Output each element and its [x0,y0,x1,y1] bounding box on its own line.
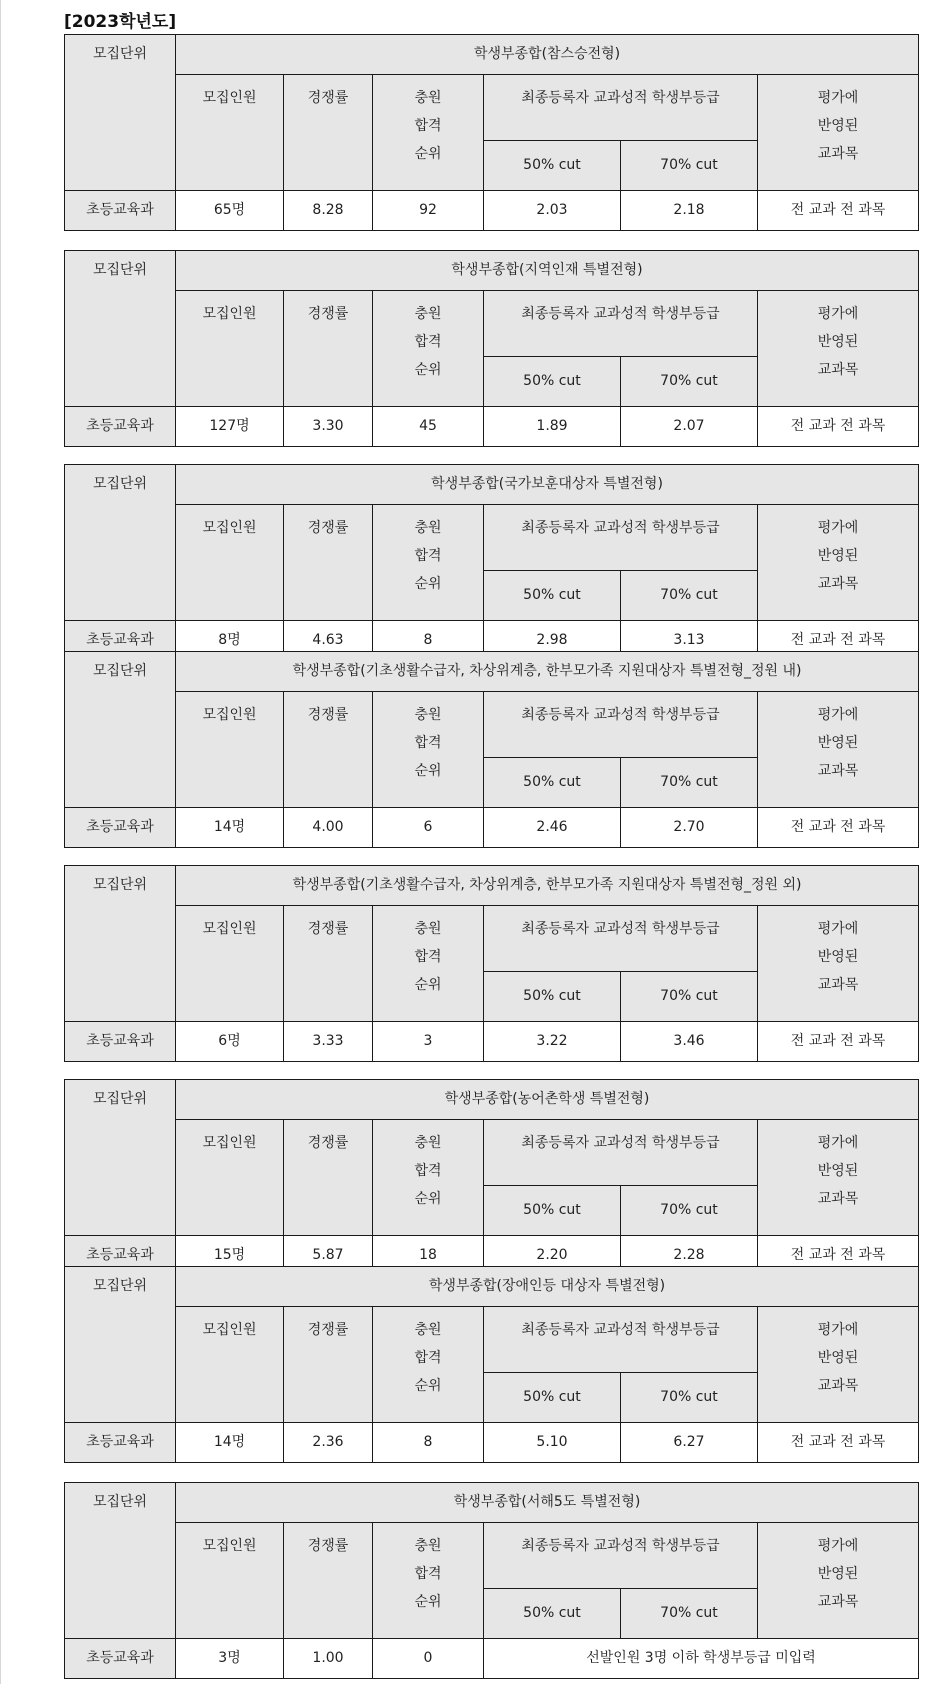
waitlist-rank-header [373,1307,484,1423]
waitlist-rank-line: 충원 [414,1322,442,1338]
cut50-header: 50% cut [484,357,621,407]
subjects-cell: 전 교과 전 과목 [758,1022,919,1062]
subjects-cell: 전 교과 전 과목 [758,191,919,231]
rank-cell: 0 [373,1639,484,1679]
recruit-count-header: 모집인원 [176,1120,284,1236]
rank-cell: 8 [373,621,484,661]
count-cell: 65명 [176,191,284,231]
subjects-header [758,1120,919,1236]
unit-header: 모집단위 [65,1267,176,1423]
waitlist-rank-header [373,75,484,191]
table-title: 학생부종합(서해5도 특별전형) [176,1483,919,1523]
page-title: [2023학년도] [64,12,177,32]
cut50-cell: 2.03 [484,191,621,231]
subjects-header-line: 교과목 [817,1594,859,1610]
page-edge [0,0,1,1684]
recruit-count-header: 모집인원 [176,505,284,621]
waitlist-rank-line: 충원 [414,520,442,536]
cut50-cell: 2.98 [484,621,621,661]
subjects-header-line: 교과목 [817,146,859,162]
waitlist-rank-line: 합격 [414,548,442,564]
waitlist-rank-line: 순위 [414,977,442,993]
rank-cell: 18 [373,1236,484,1276]
unit-header: 모집단위 [65,35,176,191]
cut70-header: 70% cut [621,357,758,407]
subjects-header-line: 반영된 [817,1163,859,1179]
subjects-header [758,1523,919,1639]
grade-header: 최종등록자 교과성적 학생부등급 [484,505,758,571]
rate-cell: 4.00 [284,808,373,848]
cut70-header: 70% cut [621,758,758,808]
subjects-cell: 전 교과 전 과목 [758,808,919,848]
admission-table [64,651,919,848]
subjects-header-line: 반영된 [817,334,859,350]
waitlist-rank-line: 합격 [414,1163,442,1179]
grade-header: 최종등록자 교과성적 학생부등급 [484,75,758,141]
subjects-header [758,906,919,1022]
competition-rate-header: 경쟁률 [284,692,373,808]
waitlist-rank-line: 순위 [414,576,442,592]
waitlist-rank-line: 순위 [414,763,442,779]
waitlist-rank-header [373,1120,484,1236]
subjects-header-line: 교과목 [817,977,859,993]
subjects-header-line: 평가에 [817,90,859,106]
subjects-header-line: 교과목 [817,1378,859,1394]
subjects-cell: 전 교과 전 과목 [758,1236,919,1276]
table-row [65,407,919,447]
cut50-cell: 3.22 [484,1022,621,1062]
admission-table [64,34,919,231]
cut70-header: 70% cut [621,571,758,621]
count-cell: 14명 [176,808,284,848]
grade-header: 최종등록자 교과성적 학생부등급 [484,692,758,758]
subjects-header [758,291,919,407]
rate-cell: 5.87 [284,1236,373,1276]
admission-table [64,464,919,661]
subjects-header-line: 반영된 [817,735,859,751]
grade-header: 최종등록자 교과성적 학생부등급 [484,906,758,972]
table-row [65,191,919,231]
admission-table [64,1079,919,1276]
waitlist-rank-header [373,692,484,808]
recruit-count-header: 모집인원 [176,1523,284,1639]
unit-cell: 초등교육과 [65,191,176,231]
rate-cell: 3.30 [284,407,373,447]
waitlist-rank-line: 합격 [414,118,442,134]
waitlist-rank-line: 순위 [414,146,442,162]
unit-cell: 초등교육과 [65,407,176,447]
unit-header: 모집단위 [65,251,176,407]
waitlist-rank-line: 순위 [414,1594,442,1610]
waitlist-rank-line: 충원 [414,90,442,106]
table-title: 학생부종합(참스승전형) [176,35,919,75]
competition-rate-header: 경쟁률 [284,75,373,191]
table-title: 학생부종합(기초생활수급자, 차상위계층, 한부모가족 지원대상자 특별전형_정원 내) [176,652,919,692]
rate-cell: 3.33 [284,1022,373,1062]
subjects-header-line: 반영된 [817,949,859,965]
count-cell: 127명 [176,407,284,447]
cut50-header: 50% cut [484,1589,621,1639]
recruit-count-header: 모집인원 [176,291,284,407]
count-cell: 8명 [176,621,284,661]
cut70-header: 70% cut [621,1373,758,1423]
cut70-cell: 3.13 [621,621,758,661]
table-row [65,1022,919,1062]
waitlist-rank-line: 충원 [414,306,442,322]
table-row [65,1423,919,1463]
subjects-header [758,692,919,808]
unit-header: 모집단위 [65,465,176,621]
table-title: 학생부종합(국가보훈대상자 특별전형) [176,465,919,505]
subjects-header-line: 평가에 [817,520,859,536]
grade-header: 최종등록자 교과성적 학생부등급 [484,1120,758,1186]
cut50-header: 50% cut [484,758,621,808]
count-cell: 6명 [176,1022,284,1062]
rank-cell: 92 [373,191,484,231]
waitlist-rank-line: 합격 [414,1566,442,1582]
recruit-count-header: 모집인원 [176,75,284,191]
waitlist-rank-line: 충원 [414,1538,442,1554]
table-title: 학생부종합(기초생활수급자, 차상위계층, 한부모가족 지원대상자 특별전형_정원 외) [176,866,919,906]
rate-cell: 1.00 [284,1639,373,1679]
admission-table [64,250,919,447]
rank-cell: 3 [373,1022,484,1062]
competition-rate-header: 경쟁률 [284,1120,373,1236]
subjects-cell: 전 교과 전 과목 [758,1423,919,1463]
count-cell: 3명 [176,1639,284,1679]
cut70-header: 70% cut [621,1589,758,1639]
rate-cell: 4.63 [284,621,373,661]
unit-cell: 초등교육과 [65,808,176,848]
waitlist-rank-line: 충원 [414,1135,442,1151]
rate-cell: 8.28 [284,191,373,231]
unit-header: 모집단위 [65,1080,176,1236]
waitlist-rank-line: 순위 [414,1191,442,1207]
waitlist-rank-line: 순위 [414,1378,442,1394]
waitlist-rank-header [373,1523,484,1639]
subjects-header-line: 평가에 [817,1322,859,1338]
unit-cell: 초등교육과 [65,1022,176,1062]
subjects-header-line: 교과목 [817,576,859,592]
recruit-count-header: 모집인원 [176,1307,284,1423]
unit-cell: 초등교육과 [65,1423,176,1463]
admission-table [64,1266,919,1463]
recruit-count-header: 모집인원 [176,692,284,808]
waitlist-rank-line: 충원 [414,921,442,937]
cut70-header: 70% cut [621,141,758,191]
subjects-header [758,505,919,621]
subjects-header-line: 평가에 [817,921,859,937]
grade-header: 최종등록자 교과성적 학생부등급 [484,291,758,357]
waitlist-rank-line: 순위 [414,362,442,378]
waitlist-rank-line: 합격 [414,334,442,350]
subjects-header [758,75,919,191]
unit-cell: 초등교육과 [65,1639,176,1679]
competition-rate-header: 경쟁률 [284,505,373,621]
cut70-cell: 6.27 [621,1423,758,1463]
subjects-header-line: 반영된 [817,548,859,564]
table-title: 학생부종합(장애인등 대상자 특별전형) [176,1267,919,1307]
cut70-cell: 2.07 [621,407,758,447]
unit-header: 모집단위 [65,866,176,1022]
admission-table [64,865,919,1062]
subjects-header-line: 교과목 [817,1191,859,1207]
cut50-header: 50% cut [484,1373,621,1423]
count-cell: 14명 [176,1423,284,1463]
admission-table [64,1482,919,1679]
cut50-header: 50% cut [484,972,621,1022]
table-title: 학생부종합(농어촌학생 특별전형) [176,1080,919,1120]
cut70-cell: 2.18 [621,191,758,231]
rank-cell: 8 [373,1423,484,1463]
waitlist-rank-header [373,291,484,407]
competition-rate-header: 경쟁률 [284,291,373,407]
waitlist-rank-line: 합격 [414,1350,442,1366]
waitlist-rank-line: 합격 [414,949,442,965]
cut50-header: 50% cut [484,571,621,621]
unit-cell: 초등교육과 [65,621,176,661]
subjects-header-line: 반영된 [817,118,859,134]
cut70-header: 70% cut [621,972,758,1022]
waitlist-rank-line: 충원 [414,707,442,723]
subjects-header-line: 평가에 [817,707,859,723]
cut70-cell: 2.28 [621,1236,758,1276]
waitlist-rank-header [373,505,484,621]
subjects-header-line: 교과목 [817,362,859,378]
table-title: 학생부종합(지역인재 특별전형) [176,251,919,291]
subjects-header-line: 반영된 [817,1350,859,1366]
cut50-cell: 5.10 [484,1423,621,1463]
subjects-header-line: 평가에 [817,1538,859,1554]
cut50-header: 50% cut [484,1186,621,1236]
recruit-count-header: 모집인원 [176,906,284,1022]
waitlist-rank-line: 합격 [414,735,442,751]
count-cell: 15명 [176,1236,284,1276]
cut50-cell: 2.20 [484,1236,621,1276]
cut70-cell: 3.46 [621,1022,758,1062]
unit-header: 모집단위 [65,1483,176,1639]
subjects-header-line: 교과목 [817,763,859,779]
competition-rate-header: 경쟁률 [284,1307,373,1423]
table-row [65,808,919,848]
rate-cell: 2.36 [284,1423,373,1463]
grade-header: 최종등록자 교과성적 학생부등급 [484,1307,758,1373]
subjects-header-line: 평가에 [817,306,859,322]
competition-rate-header: 경쟁률 [284,906,373,1022]
cut50-header: 50% cut [484,141,621,191]
rank-cell: 45 [373,407,484,447]
rank-cell: 6 [373,808,484,848]
cut70-header: 70% cut [621,1186,758,1236]
subjects-cell: 전 교과 전 과목 [758,407,919,447]
note-cell: 선발인원 3명 이하 학생부등급 미입력 [484,1639,919,1679]
unit-header: 모집단위 [65,652,176,808]
cut50-cell: 2.46 [484,808,621,848]
unit-cell: 초등교육과 [65,1236,176,1276]
subjects-header [758,1307,919,1423]
subjects-cell: 전 교과 전 과목 [758,621,919,661]
competition-rate-header: 경쟁률 [284,1523,373,1639]
cut70-cell: 2.70 [621,808,758,848]
grade-header: 최종등록자 교과성적 학생부등급 [484,1523,758,1589]
subjects-header-line: 평가에 [817,1135,859,1151]
table-row [65,1639,919,1679]
subjects-header-line: 반영된 [817,1566,859,1582]
cut50-cell: 1.89 [484,407,621,447]
waitlist-rank-header [373,906,484,1022]
